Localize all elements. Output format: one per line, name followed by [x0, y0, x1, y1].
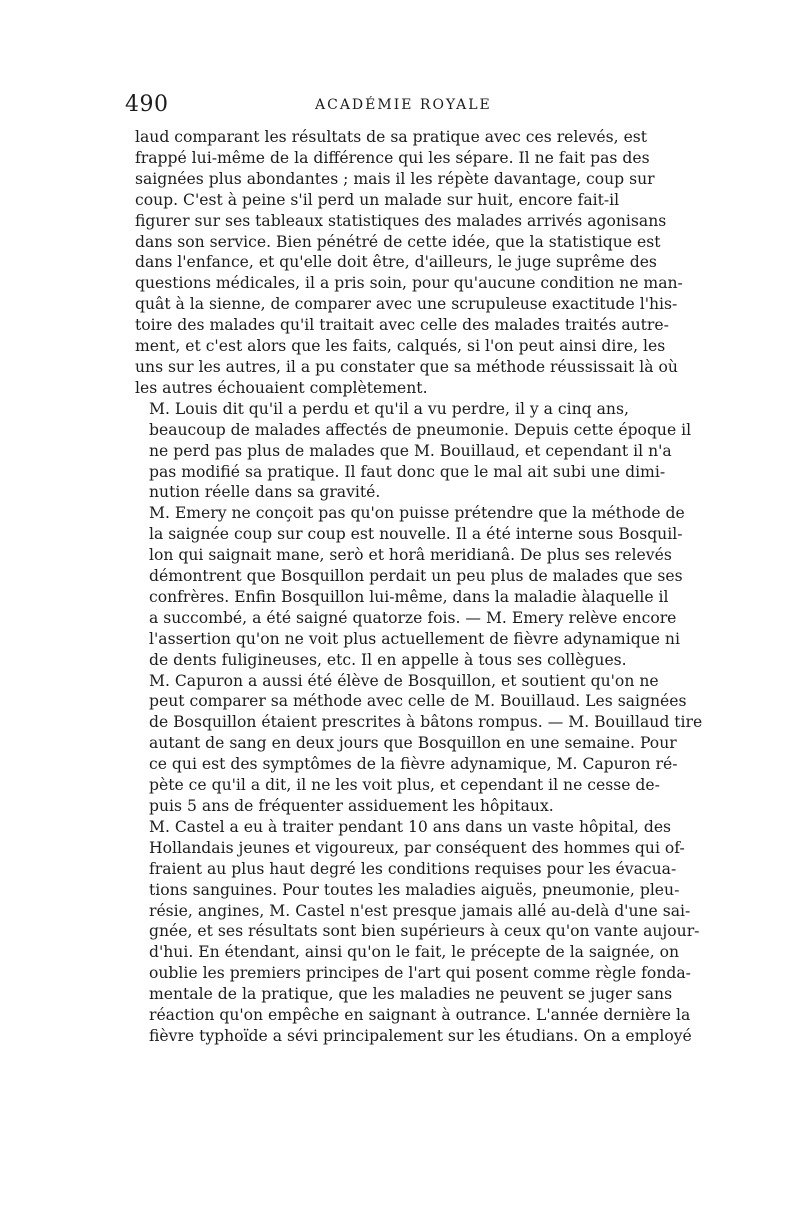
text-line: fièvre typhoïde a sévi principalement sur les étudians. On a employé [149, 1026, 692, 1045]
text-line: puis 5 ans de fréquenter assiduement les hôpitaux. [149, 797, 554, 815]
text-line: frappé lui-même de la différence qui les sépare. Il ne fait pas des [135, 148, 650, 167]
page-number: 490 [125, 92, 169, 117]
text-line: ce qui est des symptômes de la fièvre adynamique, M. Capuron ré- [149, 755, 678, 774]
paragraph-2 [135, 399, 692, 504]
text-line: confrères. Enfin Bosquillon lui-même, dans la maladie àlaquelle il [149, 587, 669, 606]
text-line: d'hui. En étendant, ainsi qu'on le fait, le précepte de la saignée, on [149, 943, 680, 962]
text-line: M. Emery ne conçoit pas qu'on puisse prétendre que la méthode de [149, 504, 685, 523]
text-line: pas modifié sa pratique. Il faut donc que le mal ait subi une dimi- [149, 462, 666, 481]
text-line: tions sanguines. Pour toutes les maladies aiguës, pneumonie, pleu- [149, 880, 680, 899]
text-line: peut comparer sa méthode avec celle de M. Bouillaud. Les saignées [149, 692, 687, 711]
text-line: démontrent que Bosquillon perdait un peu plus de malades que ses [149, 567, 683, 586]
text-line: toire des malades qu'il traitait avec celle des malades traités autre- [135, 316, 669, 335]
text-line: de Bosquillon étaient prescrites à bâtons rompus. — M. Bouillaud tire [149, 713, 703, 732]
text-line: dans l'enfance, et qu'elle doit être, d'ailleurs, le juge suprême des [135, 253, 657, 272]
text-line: les autres échouaient complètement. [135, 378, 428, 397]
text-line: oublie les premiers principes de l'art qui posent comme règle fonda- [149, 964, 691, 983]
text-line: beaucoup de malades affectés de pneumonie. Depuis cette époque il [149, 420, 692, 439]
paragraph-5 [135, 817, 700, 1047]
text-line: a succombé, a été saigné quatorze fois. — M. Emery relève encore [149, 608, 677, 627]
running-head: ACADÉMIE ROYALE [315, 97, 492, 113]
text-line: questions médicales, il a pris soin, pour qu'aucune condition ne man- [135, 274, 683, 293]
text-line: l'assertion qu'on ne voit plus actuellement de fièvre adynamique ni [149, 629, 680, 648]
text-line: la saignée coup sur coup est nouvelle. Il a été interne sous Bosquil- [149, 525, 683, 544]
page-header [125, 92, 685, 122]
text-line: M. Castel a eu à traiter pendant 10 ans dans un vaste hôpital, des [149, 817, 672, 836]
text-line: nution réelle dans sa gravité. [149, 483, 381, 502]
text-line: saignées plus abondantes ; mais il les répète davantage, coup sur [135, 169, 655, 188]
text-line: dans son service. Bien pénétré de cette idée, que la statistique est [135, 232, 661, 251]
text-line: résie, angines, M. Castel n'est presque jamais allé au-delà d'une sai- [149, 901, 691, 920]
paragraph-4 [135, 671, 703, 817]
text-line: fraient au plus haut degré les conditions requises pour les évacua- [149, 859, 677, 878]
paragraph-3 [135, 503, 685, 670]
text-line: gnée, et ses résultats sont bien supérieurs à ceux qu'on vante aujour- [149, 922, 700, 941]
text-line: quât à la sienne, de comparer avec une scrupuleuse exactitude l'his- [135, 295, 678, 314]
text-line: réaction qu'on empêche en saignant à outrance. L'année dernière la [149, 1006, 691, 1025]
paragraph-1 [135, 127, 683, 399]
text-line: coup. C'est à peine s'il perd un malade sur huit, encore fait-il [135, 190, 620, 209]
text-line: M. Louis dit qu'il a perdu et qu'il a vu perdre, il y a cinq ans, [149, 399, 629, 418]
text-line: laud comparant les résultats de sa pratique avec ces relevés, est [135, 128, 648, 146]
text-line: autant de sang en deux jours que Bosquillon en une semaine. Pour [149, 734, 677, 753]
text-line: Hollandais jeunes et vigoureux, par conséquent des hommes qui of- [149, 838, 685, 857]
text-line: lon qui saignait mane, serò et horâ meridianâ. De plus ses relevés [149, 546, 672, 565]
text-line: uns sur les autres, il a pu constater que sa méthode réussissait là où [135, 357, 678, 376]
text-line: figurer sur ses tableaux statistiques des malades arrivés agonisans [135, 211, 667, 230]
body-text [135, 127, 703, 1047]
text-line: de dents fuligineuses, etc. Il en appelle à tous ses collègues. [149, 650, 627, 669]
text-line: ne perd pas plus de malades que M. Bouillaud, et cependant il n'a [149, 441, 672, 460]
text-line: mentale de la pratique, que les maladies ne peuvent se juger sans [149, 985, 673, 1004]
text-line: pète ce qu'il a dit, il ne les voit plus, et cependant il ne cesse de- [149, 776, 660, 795]
text-line: ment, et c'est alors que les faits, calqués, si l'on peut ainsi dire, les [135, 337, 666, 356]
text-line: M. Capuron a aussi été élève de Bosquillon, et soutient qu'on ne [149, 671, 659, 690]
